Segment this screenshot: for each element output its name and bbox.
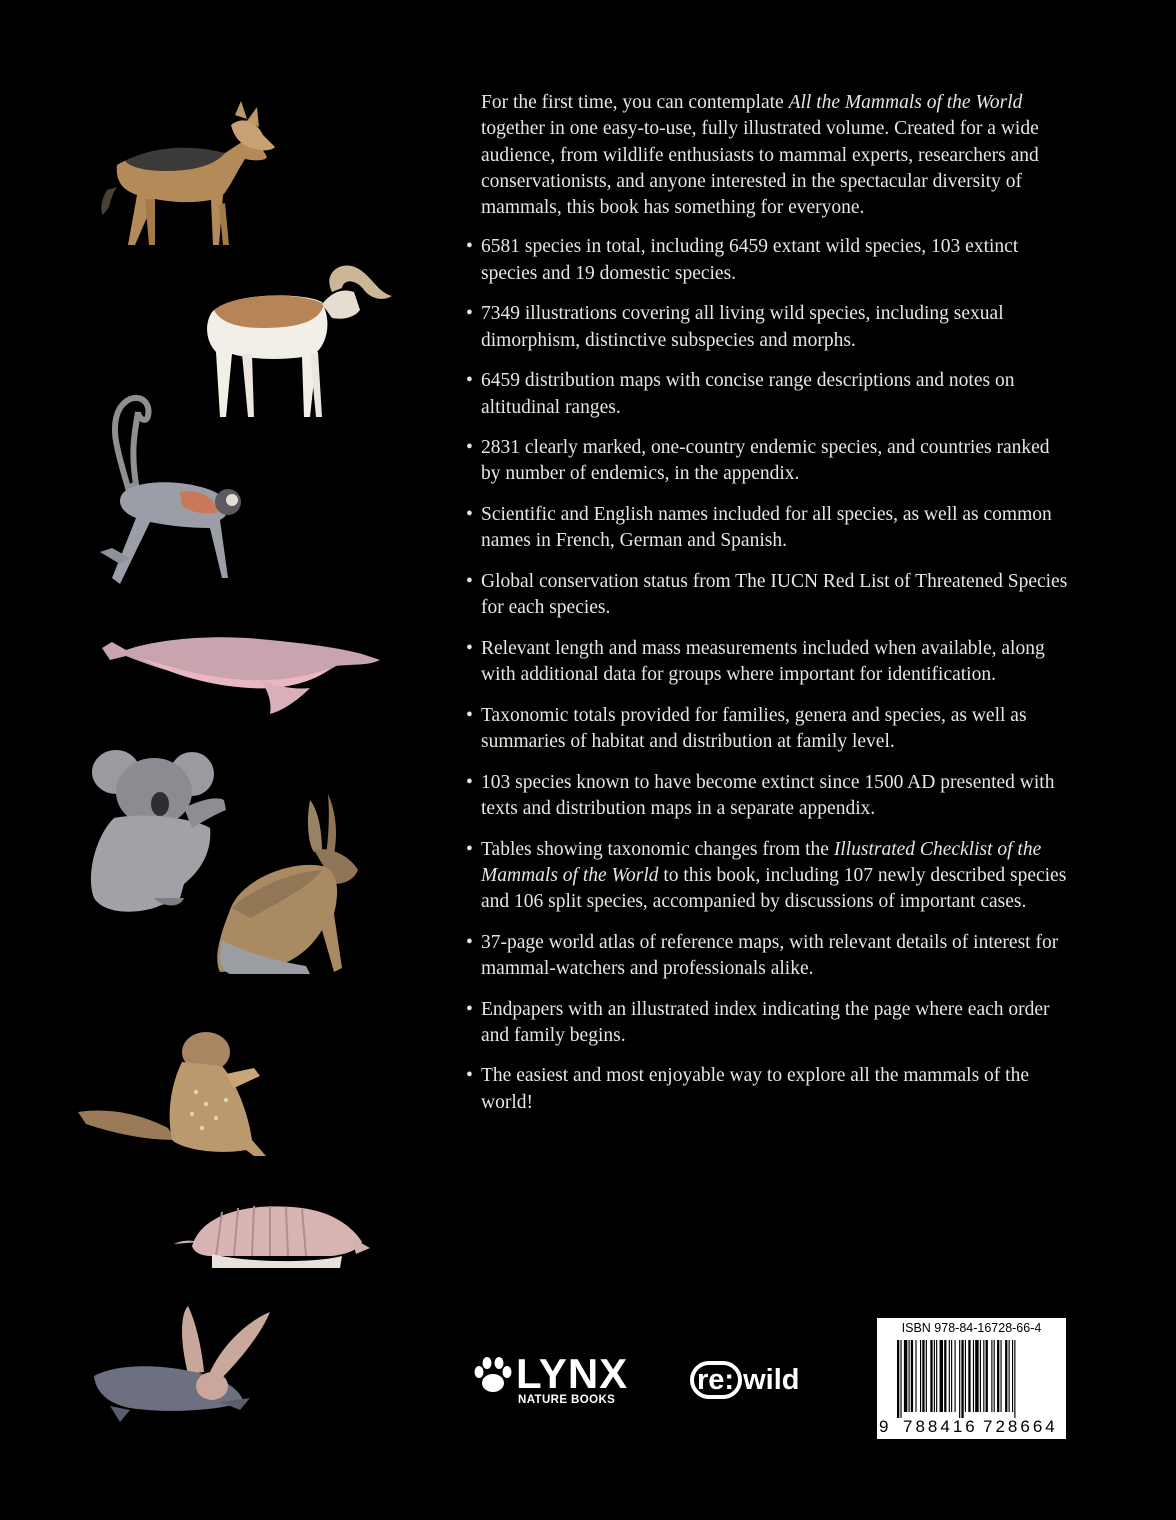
barcode-bar [975,1340,978,1412]
rewild-logo [690,1360,799,1400]
rewild-re: re: [690,1361,742,1399]
barcode-bar [991,1340,992,1412]
barcode-bar [983,1340,984,1412]
book-title: All the Mammals of the World [788,92,1023,113]
barcode-bar [980,1340,981,1412]
barcode-bar [915,1340,916,1412]
barcode-bar [909,1340,910,1412]
barcode-bar [994,1340,995,1412]
feature-item: • 37-page world atlas of reference maps, with relevant details of interest for mammal-watchers and professionals alike. [460,930,1070,983]
barcode-bar [930,1340,932,1412]
barcode-bar [936,1340,937,1412]
barcode-bar [955,1340,956,1412]
barcode-bar [1012,1340,1013,1412]
barcode-bars [887,1340,1056,1418]
barcode-bar [997,1340,999,1412]
bat-illustration [90,1302,272,1440]
lynx-subtitle: NATURE BOOKS [518,1394,616,1406]
barcode-bar [965,1340,966,1412]
animal-illustrations [0,0,440,1520]
description-column [460,90,1070,1130]
barcode-bar [973,1340,974,1412]
feature-item: • 6459 distribution maps with concise range descriptions and notes on altitudinal ranges. [460,368,1070,421]
barcode-bar [897,1340,899,1418]
barcode-bar [1014,1340,1015,1418]
barcode-bar [959,1340,960,1418]
river-dolphin-illustration [100,630,382,720]
barcode-bar [944,1340,946,1412]
feature-item: • The easiest and most enjoyable way to explore all the mammals of the world! [460,1063,1070,1116]
armadillo-illustration [172,1196,372,1274]
feature-item: • Global conservation status from The IUCN Red List of Threatened Species for each species. [460,569,1070,622]
hare-illustration [210,790,368,980]
feature-item: • Taxonomic totals provided for families, genera and species, as well as summaries of habitat and distribution at family level. [460,703,1070,756]
barcode-first-digit: 9 [879,1417,889,1436]
barcode-bar [934,1340,935,1412]
barcode-bar [911,1340,913,1412]
barcode-bar [961,1340,963,1418]
barcode-left-group: 788416 [903,1417,978,1436]
ground-squirrel-illustration [76,1022,274,1162]
barcode-right-group: 728664 [983,1417,1058,1436]
feature-item: • 7349 illustrations covering all living wild species, including sexual dimorphism, distinctive subspecies and morphs. [460,301,1070,354]
barcode-bar [1005,1340,1007,1412]
barcode-bar [1009,1340,1010,1412]
monkey-illustration [90,388,250,593]
isbn-number: ISBN 978-84-16728-66-4 [901,1321,1042,1335]
feature-item: • 103 species known to have become extinct since 1500 AD presented with texts and distribution maps in a separate appendix. [460,770,1070,823]
feature-item-checklist: • Tables showing taxonomic changes from the Illustrated Checklist of the Mammals of the World to this book, including 107 newly described species and 106 split species, accompanied by discussions of important cases. [460,837,1070,916]
barcode-bar [904,1340,907,1412]
rewild-wild: wild [743,1364,800,1396]
feature-item: • 6581 species in total, including 6459 extant wild species, 103 extinct species and 19 domestic species. [460,234,1070,287]
lynx-nature-books-logo [474,1352,634,1412]
feature-list [460,234,1070,1116]
barcode-bar [951,1340,952,1412]
feature-item: • Relevant length and mass measurements included when available, along with additional data for groups where important for identification. [460,636,1070,689]
jackal-illustration [95,95,275,255]
barcode-bar [1001,1340,1002,1412]
checklist-title: Illustrated Checklist of the Mammals of the World [481,838,1042,886]
barcode-bar [949,1340,950,1412]
barcode-bar [900,1340,901,1418]
intro-paragraph: For the first time, you can contemplate All the Mammals of the World together in one easy-to-use, fully illustrated volume. Created for a wide audience, from wildlife enthusiasts to mammal experts, researchers and conservationists, and anyone interested in the spectacular diversity of mammals, this book has something for everyone. [481,92,1039,219]
barcode-bar [986,1340,988,1412]
barcode-bar [922,1340,924,1412]
barcode-bar [920,1340,921,1412]
barcode-bar [926,1340,927,1412]
feature-item: • Scientific and English names included for all species, as well as common names in French, German and Spanish. [460,502,1070,555]
feature-item: • Endpapers with an illustrated index indicating the page where each order and family begins. [460,997,1070,1050]
lynx-wordmark: LYNX [516,1350,629,1397]
barcode-bar [968,1340,970,1412]
paw-icon [474,1356,512,1394]
barcode-bar [940,1340,943,1412]
feature-item: • 2831 clearly marked, one-country endemic species, and countries ranked by number of endemics, in the appendix. [460,435,1070,488]
isbn-barcode [877,1318,1066,1439]
